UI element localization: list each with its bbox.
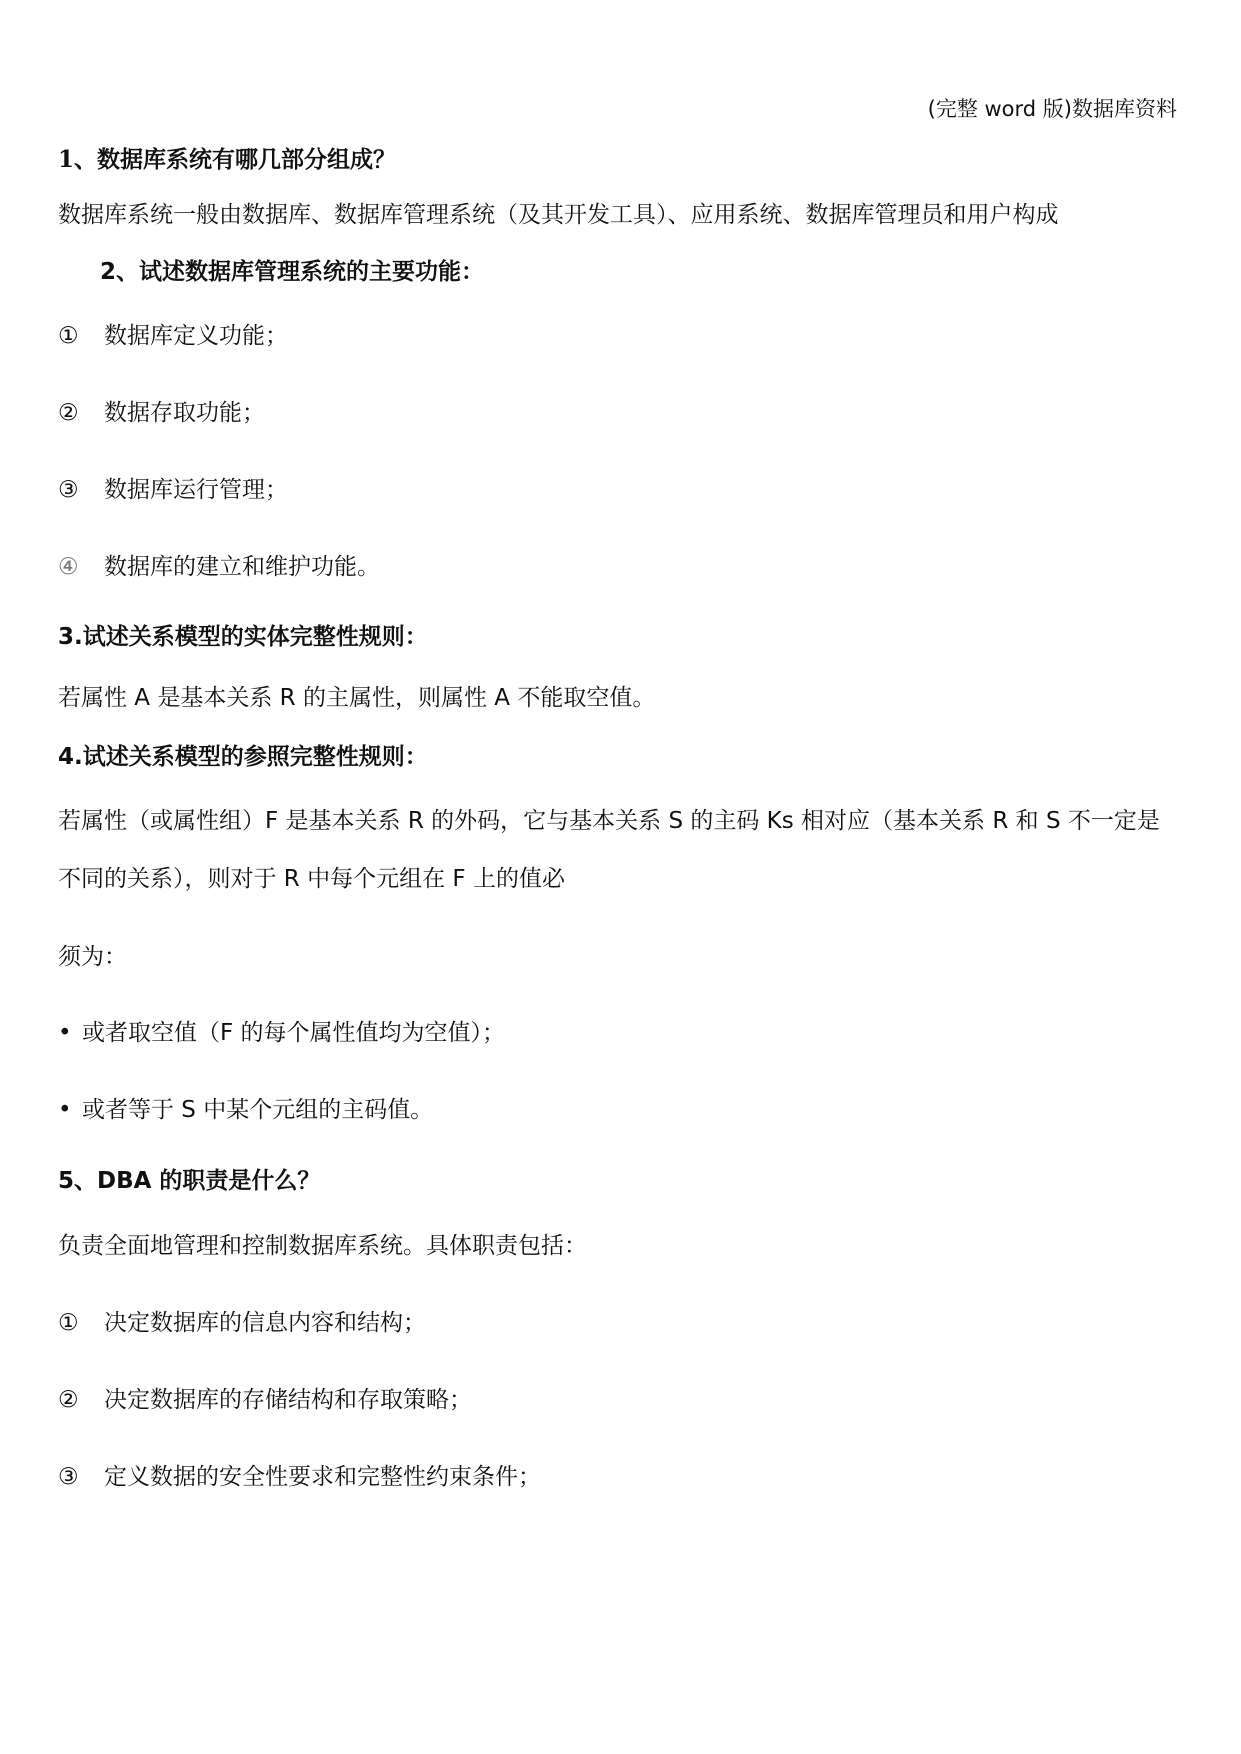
q4-bullet-1: [58, 1018, 505, 1048]
q2-item-2-text: 数据存取功能；: [104, 400, 265, 426]
q4-answer-line-2: 不同的关系），则对于 R 中每个元组在 F 上的值必: [58, 866, 565, 892]
q2-item-3-text: 数据库运行管理；: [104, 477, 288, 503]
q2-heading: 2、试述数据库管理系统的主要功能：: [100, 259, 485, 285]
q5-item-2-marker: ②: [58, 1387, 79, 1413]
q2-item-3-marker: ③: [58, 477, 79, 503]
q2-item-3: [58, 475, 288, 505]
q5-intro: 负责全面地管理和控制数据库系统。具体职责包括：: [58, 1233, 587, 1259]
q5-item-3-marker: ③: [58, 1464, 79, 1490]
q1-answer: 数据库系统一般由数据库、数据库管理系统（及其开发工具）、应用系统、数据库管理员和用户构成: [58, 202, 1059, 228]
q4-bullet-2-text: 或者等于 S 中某个元组的主码值。: [82, 1097, 434, 1123]
q5-item-1-marker: ①: [58, 1310, 79, 1336]
q2-item-1-text: 数据库定义功能；: [104, 323, 288, 349]
q2-item-1: [58, 321, 288, 351]
q2-item-2-marker: ②: [58, 400, 79, 426]
q5-item-1-text: 决定数据库的信息内容和结构；: [104, 1310, 426, 1336]
q4-bullet-2-marker: •: [58, 1097, 72, 1123]
q5-item-3: [58, 1462, 541, 1492]
q5-item-1: [58, 1308, 426, 1338]
q4-bullet-1-text: 或者取空值（F 的每个属性值均为空值）；: [82, 1020, 506, 1046]
q4-heading: 4.试述关系模型的参照完整性规则：: [58, 744, 428, 770]
q3-heading: 3.试述关系模型的实体完整性规则：: [58, 624, 428, 650]
q2-item-4-marker: ④: [58, 554, 79, 580]
q3-answer: 若属性 A 是基本关系 R 的主属性，则属性 A 不能取空值。: [58, 685, 656, 711]
q2-item-4: [58, 552, 380, 582]
q5-item-2-text: 决定数据库的存储结构和存取策略；: [104, 1387, 472, 1413]
q4-answer-line-3: 须为：: [58, 944, 127, 970]
q2-item-2: [58, 398, 265, 428]
q5-item-2: [58, 1385, 472, 1415]
q5-heading: 5、DBA 的职责是什么？: [58, 1168, 321, 1194]
q2-item-1-marker: ①: [58, 323, 79, 349]
q1-heading: 1、数据库系统有哪几部分组成？: [58, 146, 397, 173]
q4-bullet-2: [58, 1095, 433, 1125]
q5-item-3-text: 定义数据的安全性要求和完整性约束条件；: [104, 1464, 541, 1490]
q2-item-4-text: 数据库的建立和维护功能。: [104, 554, 380, 580]
page-header-title: (完整 word 版)数据库资料: [927, 97, 1177, 121]
q4-bullet-1-marker: •: [58, 1020, 72, 1046]
q4-answer-line-1: 若属性（或属性组）F 是基本关系 R 的外码，它与基本关系 S 的主码 Ks 相对应（基本关系 R 和 S 不一定是: [58, 808, 1160, 834]
